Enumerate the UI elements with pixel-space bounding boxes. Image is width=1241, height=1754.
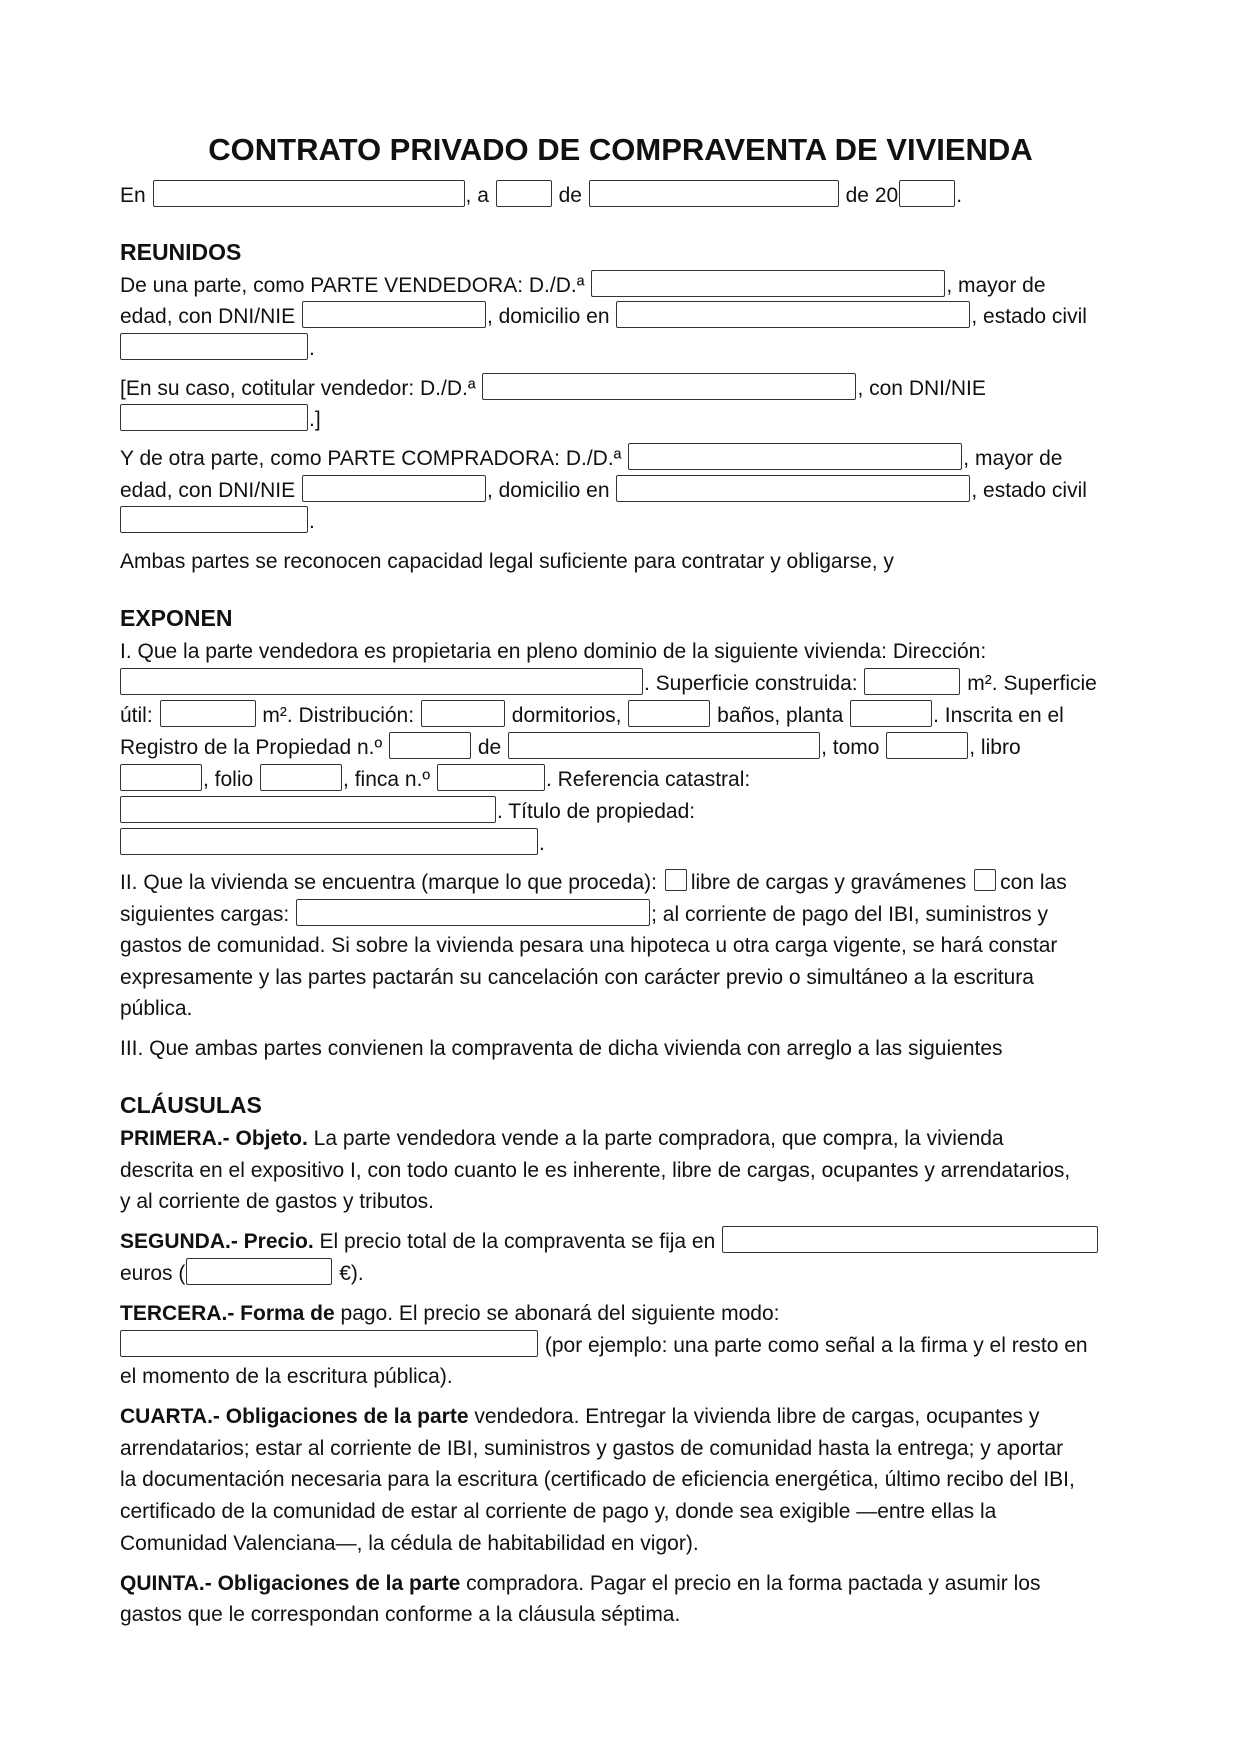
exponen-i-line-5: , folio , finca n.º . Referencia catastral: bbox=[120, 764, 750, 796]
place-date-line: En , a de de 20 . bbox=[120, 180, 962, 212]
document-title: CONTRATO PRIVADO DE COMPRAVENTA DE VIVIENDA bbox=[208, 132, 1033, 167]
exponen-i-line-2: . Superficie construida: m². Superficie bbox=[120, 668, 1097, 700]
cuarta-line-4: certificado de la comunidad de estar al corriente de pago y, donde sea exigible —entre ellas la bbox=[120, 1500, 997, 1523]
buyer-line-1: Y de otra parte, como PARTE COMPRADORA: D./D.ª , mayor de bbox=[120, 443, 1063, 475]
registry-location-field[interactable] bbox=[508, 732, 820, 759]
seller-line-3: . bbox=[120, 333, 315, 365]
exponen-ii-line-2: siguientes cargas: ; al corriente de pago del IBI, suministros y bbox=[120, 899, 1048, 931]
payment-method-field[interactable] bbox=[120, 1330, 538, 1357]
exponen-heading: EXPONEN bbox=[120, 605, 233, 631]
reunidos-heading: REUNIDOS bbox=[120, 239, 242, 265]
bedrooms-field[interactable] bbox=[421, 700, 505, 727]
clausulas-heading: CLÁUSULAS bbox=[120, 1092, 262, 1118]
usable-area-field[interactable] bbox=[160, 700, 256, 727]
estate-number-field[interactable] bbox=[437, 764, 545, 791]
price-words-field[interactable] bbox=[722, 1226, 1098, 1253]
buyer-dni-field[interactable] bbox=[302, 475, 486, 502]
cuarta-line-5: Comunidad Valenciana—, la cédula de habitabilidad en vigor). bbox=[120, 1532, 699, 1555]
exponen-i-line-7: . bbox=[120, 828, 545, 860]
exponen-i-line-3: útil: m². Distribución: dormitorios, baños, planta . Inscrita en el bbox=[120, 700, 1064, 732]
exponen-ii-line-5: pública. bbox=[120, 997, 193, 1020]
cotitular-dni-field[interactable] bbox=[120, 404, 308, 431]
cadastral-reference-field[interactable] bbox=[120, 796, 496, 823]
exponen-ii-line-4: expresamente y las partes pactarán su cancelación con carácter previo o simultáneo a la escritura bbox=[120, 966, 1034, 989]
seller-line-2: edad, con DNI/NIE , domicilio en , estado civil bbox=[120, 301, 1087, 333]
seller-name-field[interactable] bbox=[591, 270, 945, 297]
exponen-i-line-1: I. Que la parte vendedora es propietaria en pleno dominio de la siguiente vivienda: Dirección: bbox=[120, 640, 987, 663]
buyer-address-field[interactable] bbox=[616, 475, 970, 502]
price-number-field[interactable] bbox=[186, 1258, 332, 1285]
book-field[interactable] bbox=[120, 764, 202, 791]
primera-line-2: descrita en el expositivo I, con todo cuanto le es inherente, libre de cargas, ocupantes y arrendatarios, bbox=[120, 1159, 1071, 1182]
buyer-line-2: edad, con DNI/NIE , domicilio en , estado civil bbox=[120, 475, 1087, 507]
cuarta-line-3: la documentación necesaria para la escritura (certificado de eficiencia energética, último recibo del IBI, bbox=[120, 1468, 1075, 1491]
exponen-ii-line-3: gastos de comunidad. Si sobre la vivienda pesara una hipoteca u otra carga vigente, se hará constar bbox=[120, 934, 1058, 957]
cotitular-line-1: [En su caso, cotitular vendedor: D./D.ª , con DNI/NIE bbox=[120, 373, 986, 405]
city-field[interactable] bbox=[153, 180, 465, 207]
segunda-line-2: euros ( €). bbox=[120, 1258, 364, 1290]
primera-line-1: PRIMERA.- Objeto. La parte vendedora vende a la parte compradora, que compra, la vivienda bbox=[120, 1127, 1004, 1150]
cuarta-line-2: arrendatarios; estar al corriente de IBI, suministros y gastos de comunidad hasta la entrega; y aportar bbox=[120, 1437, 1064, 1460]
volume-field[interactable] bbox=[886, 732, 968, 759]
charges-field[interactable] bbox=[296, 899, 650, 926]
registry-number-field[interactable] bbox=[389, 732, 471, 759]
buyer-civil-status-field[interactable] bbox=[120, 506, 308, 533]
seller-civil-status-field[interactable] bbox=[120, 333, 308, 360]
quinta-line-2: gastos que le correspondan conforme a la cláusula séptima. bbox=[120, 1603, 681, 1626]
primera-line-3: y al corriente de gastos y tributos. bbox=[120, 1190, 434, 1213]
built-area-field[interactable] bbox=[864, 668, 960, 695]
exponen-ii-line-1: II. Que la vivienda se encuentra (marque lo que proceda): libre de cargas y gravámenes con las bbox=[120, 871, 1067, 894]
year-field[interactable] bbox=[899, 180, 955, 207]
seller-address-field[interactable] bbox=[616, 301, 970, 328]
bathrooms-field[interactable] bbox=[628, 700, 710, 727]
cotitular-name-field[interactable] bbox=[482, 373, 856, 400]
buyer-name-field[interactable] bbox=[628, 443, 962, 470]
seller-dni-field[interactable] bbox=[302, 301, 486, 328]
seller-line-1: De una parte, como PARTE VENDEDORA: D./D.ª , mayor de bbox=[120, 270, 1046, 302]
folio-field[interactable] bbox=[260, 764, 342, 791]
exponen-iii: III. Que ambas partes convienen la compraventa de dicha vivienda con arreglo a las siguientes bbox=[120, 1037, 1003, 1060]
cuarta-line-1: CUARTA.- Obligaciones de la parte vendedora. Entregar la vivienda libre de cargas, ocupantes y bbox=[120, 1405, 1040, 1428]
tercera-line-1: TERCERA.- Forma de pago. El precio se abonará del siguiente modo: bbox=[120, 1302, 780, 1325]
property-address-field[interactable] bbox=[120, 668, 643, 695]
property-title-field[interactable] bbox=[120, 828, 538, 855]
tercera-line-2: (por ejemplo: una parte como señal a la firma y el resto en bbox=[120, 1330, 1088, 1362]
with-charges-checkbox[interactable] bbox=[974, 869, 996, 891]
exponen-i-line-4: Registro de la Propiedad n.º de , tomo , libro bbox=[120, 732, 1021, 764]
cotitular-line-2: .] bbox=[120, 404, 321, 436]
month-field[interactable] bbox=[589, 180, 839, 207]
exponen-i-line-6: . Título de propiedad: bbox=[120, 796, 695, 828]
quinta-line-1: QUINTA.- Obligaciones de la parte compradora. Pagar el precio en la forma pactada y asumir los bbox=[120, 1572, 1041, 1595]
day-field[interactable] bbox=[496, 180, 552, 207]
capacity-statement: Ambas partes se reconocen capacidad legal suficiente para contratar y obligarse, y bbox=[120, 550, 894, 573]
segunda-line-1: SEGUNDA.- Precio. El precio total de la compraventa se fija en bbox=[120, 1226, 1099, 1258]
free-of-charges-checkbox[interactable] bbox=[665, 869, 687, 891]
tercera-line-3: el momento de la escritura pública). bbox=[120, 1365, 453, 1388]
buyer-line-3: . bbox=[120, 506, 315, 538]
floor-field[interactable] bbox=[850, 700, 932, 727]
